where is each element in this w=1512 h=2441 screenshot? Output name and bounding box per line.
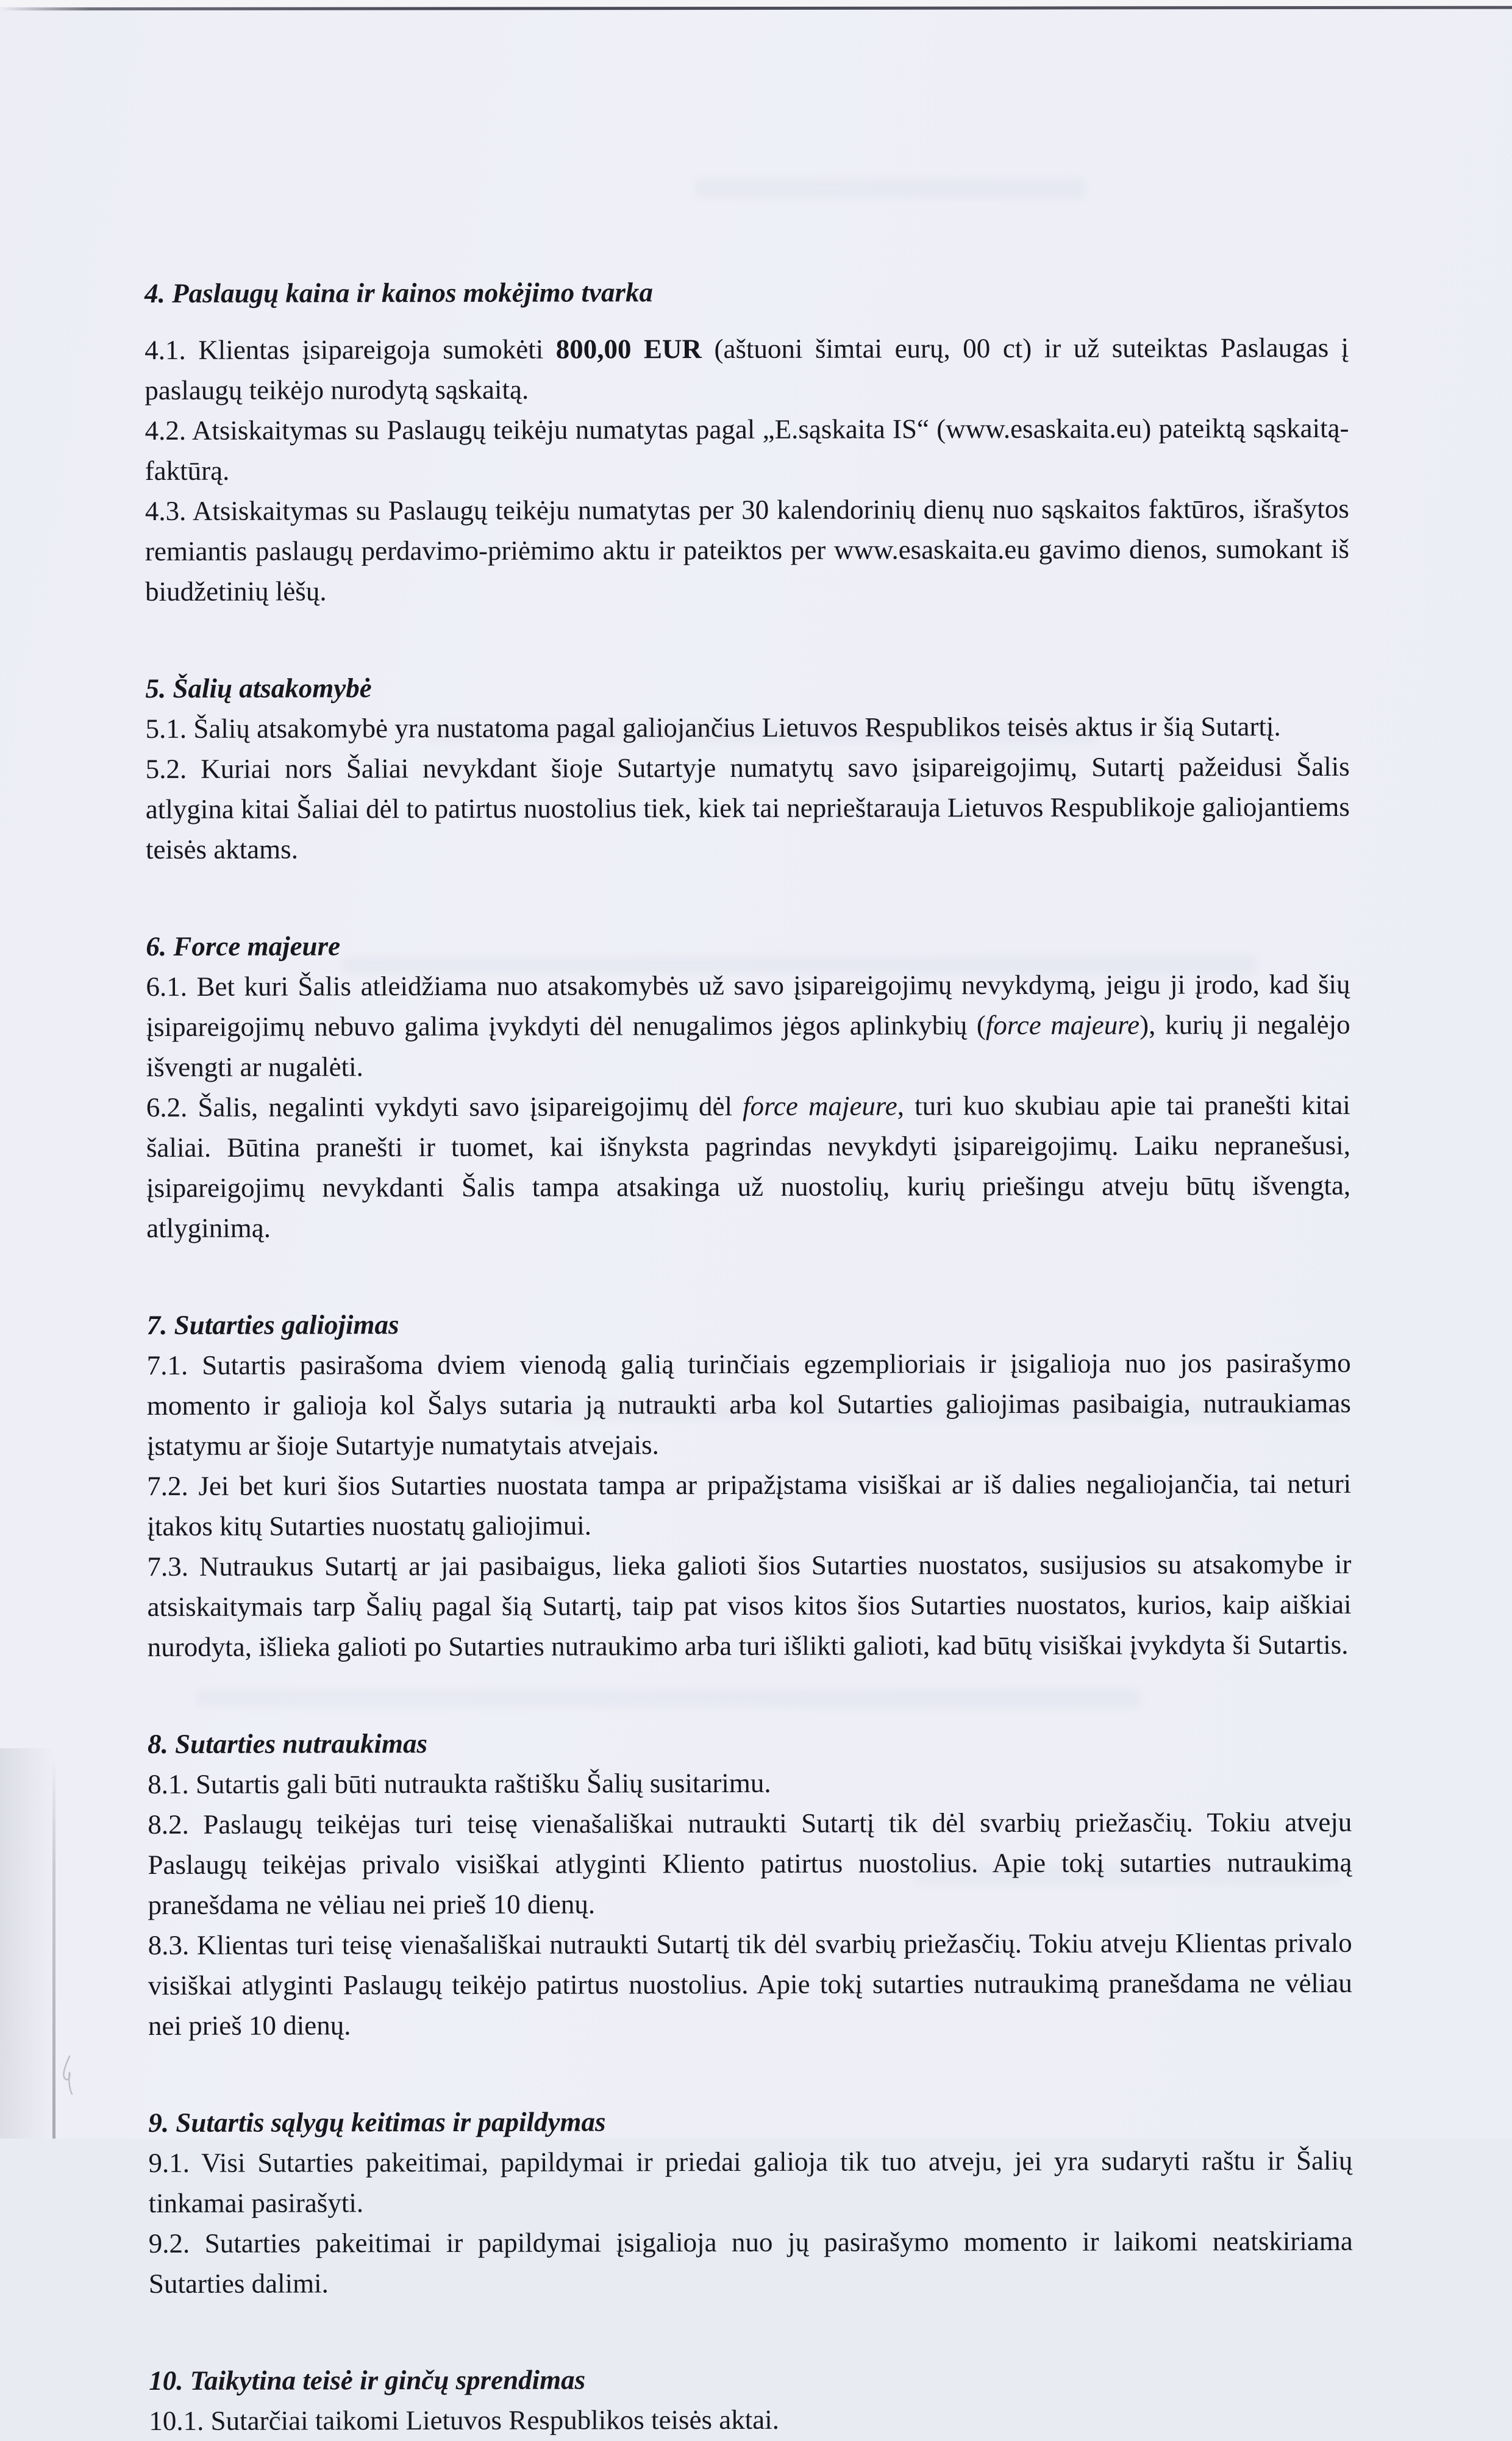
text-run: ), kurių ji negalėjo išvengti ar nugalėti.	[146, 1009, 1350, 1082]
clause-paragraph	[145, 488, 1349, 612]
clause-paragraph	[147, 1343, 1351, 1466]
text-run: 4.1. Klientas įsipareigoja sumokėti	[144, 334, 556, 365]
text-run: 5.1. Šalių atsakomybė yra nustatoma pagal galiojančius Lietuvos Respublikos teisės aktus ir šią Sutartį.	[145, 711, 1281, 744]
section-heading: 10. Taikytina teisė ir ginčų sprendimas	[149, 2364, 586, 2396]
contract-section	[146, 924, 1350, 1248]
text-run: 6.1. Bet kuri Šalis atleidžiama nuo atsakomybės už savo įsipareigojimų nevykdymą, jeigu ji įrodo, kad šių įsipareigojimų nebuvo galima įvykdyti dėl nenugalimos jėgos aplinkybių (	[146, 968, 1350, 1042]
clause-paragraph	[148, 1762, 1352, 1804]
section-heading: 6. Force majeure	[146, 931, 341, 962]
section-heading: 8. Sutarties nutraukimas	[147, 1728, 428, 1759]
clause-paragraph	[145, 706, 1349, 749]
clause-paragraph	[147, 1544, 1351, 1667]
text-run: 800,00 EUR	[555, 334, 702, 365]
clause-paragraph	[149, 2398, 1353, 2441]
section-heading: 4. Paslaugų kaina ir kainos mokėjimo tvarka	[144, 277, 653, 309]
text-run: 7.3. Nutraukus Sutartį ar jai pasibaigus, lieka galioti šios Sutarties nuostatos, susijusios su atsakomybe ir atsiskaitymais tarp Šalių pagal šią Sutartį, taip pat visos kitos šios Sutarties nuostatos, kurios, kaip aiškiai nurodyta, išlieka galioti po Sutarties nutraukimo arba turi išlikti galioti, kad būtų visiškai įvykdyta ši Sutartis.	[147, 1548, 1352, 1662]
contract-section	[145, 666, 1350, 870]
text-run: 4.2. Atsiskaitymas su Paslaugų teikėju numatytas pagal „E.sąskaita IS“ (www.esaskaita.eu) pateiktą sąskaitą-faktūrą.	[144, 412, 1349, 486]
text-run: 8.1. Sutartis gali būti nutraukta raštišku Šalių susitarimu.	[148, 1767, 771, 1799]
clause-paragraph	[148, 1802, 1352, 1925]
text-run: 4.3. Atsiskaitymas su Paslaugų teikėju numatytas per 30 kalendorinių dienų nuo sąskaitos faktūros, išrašytos remiantis paslaugų perdavimo-priėmimo aktu ir pateiktos per www.esaskaita.eu gavimo dienos, sumokant iš biudžetinių lėšų.	[144, 493, 1350, 607]
bleed-through-artifact	[695, 178, 1085, 199]
contract-section	[149, 2358, 1353, 2441]
contract-section	[147, 1303, 1352, 1667]
text-run: 6.2. Šalis, negalinti vykdyti savo įsipareigojimų dėl	[146, 1090, 743, 1123]
text-run: 9.2. Sutarties pakeitimai ir papildymai įsigalioja nuo jų pasirašymo momento ir laikomi neatskiriama Sutarties dalimi.	[148, 2225, 1353, 2299]
clause-paragraph	[144, 327, 1349, 410]
text-run: , turi kuo skubiau apie tai pranešti kitai šaliai. Būtina pranešti ir tuomet, kai išnyksta pagrindas nevykdyti įsipareigojimų. Laiku nepranešusi, įsipareigojimų nevykdanti Šalis tampa atsakinga už nuostolių, kurių priešingu atveju būtų išvengta, atlyginimą.	[146, 1089, 1351, 1243]
clause-paragraph	[148, 1923, 1352, 2046]
text-run: (aštuoni šimtai eurų, 00 ct) ir už suteiktas Paslaugas į paslaugų teikėjo nurodytą sąskaitą.	[144, 332, 1349, 406]
text-run: 8.3. Klientas turi teisę vienašališkai nutraukti Sutartį tik dėl svarbių priežasčių. Tokiu atveju Klientas privalo visiškai atlyginti Paslaugų teikėjo patirtus nuostolius. Apie tokį sutarties nutraukimą pranešdama ne vėliau nei prieš 10 dienų.	[148, 1927, 1352, 2041]
text-run: force majeure	[985, 1009, 1140, 1041]
contract-section	[148, 1721, 1352, 2046]
scan-artifact-corner-shade	[0, 1748, 55, 2139]
text-run: force majeure	[742, 1090, 897, 1121]
clause-paragraph	[146, 1085, 1351, 1248]
text-run: 9.1. Visi Sutarties pakeitimai, papildymai ir priedai galioja tik tuo atveju, jei yra sudaryti raštu ir Šalių tinkamai pasirašyti.	[148, 2145, 1353, 2218]
text-run: 5.2. Kuriai nors Šaliai nevykdant šioje Sutartyje numatytų savo įsipareigojimų, Sutartį pažeidusi Šalis atlygina kitai Šaliai dėl to patirtus nuostolius tiek, kiek tai neprieštarauja Lietuvos Respublikoje galiojantiems teisės aktams.	[145, 751, 1350, 865]
text-run: 10.1. Sutarčiai taikomi Lietuvos Respublikos teisės aktai.	[149, 2404, 780, 2436]
text-run: 8.2. Paslaugų teikėjas turi teisę vienašališkai nutraukti Sutartį tik dėl svarbių priežasčių. Tokiu atveju Paslaugų teikėjas privalo visiškai atlyginti Kliento patirtus nuostolius. Apie tokį sutarties nutraukimą pranešdama ne vėliau nei prieš 10 dienų.	[148, 1806, 1352, 1920]
pen-mark	[56, 2054, 80, 2096]
clause-paragraph	[149, 2221, 1353, 2304]
section-heading: 7. Sutarties galiojimas	[146, 1309, 399, 1340]
clause-paragraph	[148, 2140, 1352, 2223]
clause-paragraph	[147, 1464, 1351, 1546]
clause-paragraph	[144, 408, 1349, 491]
section-heading: 9. Sutartis sąlygų keitimas ir papildymas	[148, 2106, 606, 2138]
clause-paragraph	[146, 746, 1350, 870]
contract-section	[148, 2100, 1353, 2304]
section-heading: 5. Šalių atsakomybė	[145, 673, 372, 704]
document-content	[144, 271, 1353, 2441]
contract-section	[144, 271, 1349, 612]
clause-paragraph	[146, 964, 1350, 1087]
text-run: 7.1. Sutartis pasirašoma dviem vienodą galią turinčiais egzemplioriais ir įsigalioja nuo jos pasirašymo momento ir galioja kol Šalys sutaria ją nutraukti arba kol Sutarties galiojimas pasibaigia, nutraukiamas įstatymu ar šioje Sutartyje numatytais atvejais.	[146, 1347, 1351, 1461]
text-run: 7.2. Jei bet kuri šios Sutarties nuostata tampa ar pripažįstama visiškai ar iš dalies negaliojančia, tai neturi įtakos kitų Sutarties nuostatų galiojimui.	[147, 1468, 1352, 1542]
